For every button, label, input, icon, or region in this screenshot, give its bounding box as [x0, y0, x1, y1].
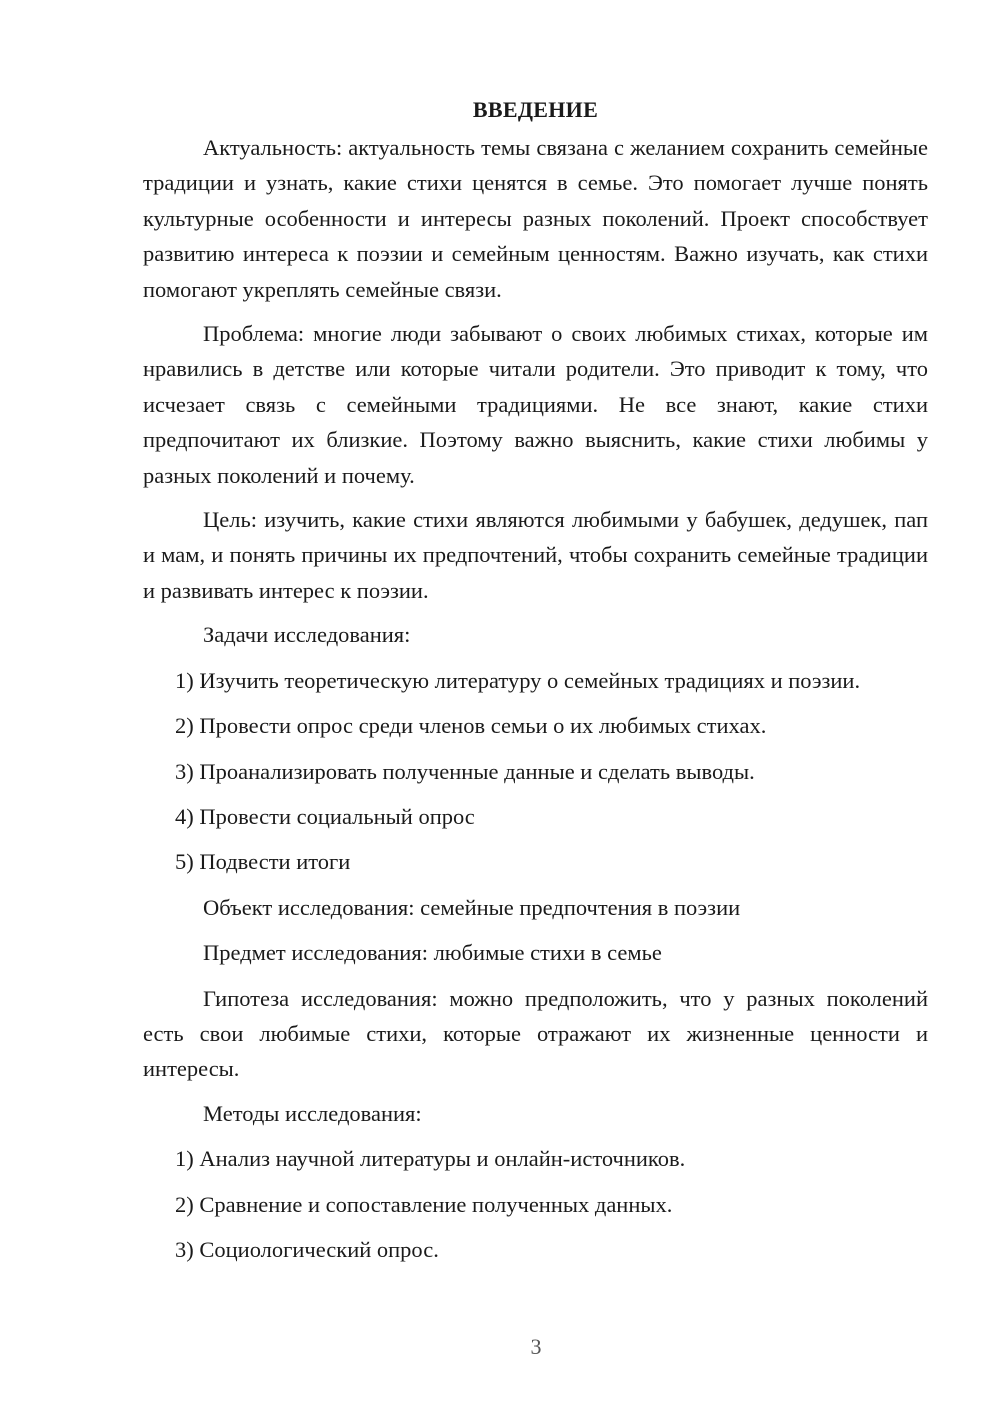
- hypothesis-paragraph: Гипотеза исследования: можно предположить, что у разных поколений есть свои любимые стихи, которые отражают их жизненные ценности и интересы.: [143, 985, 928, 1082]
- methods-list: [143, 1141, 928, 1267]
- list-item: 1) Изучить теоретическую литературу о семейных традициях и поэзии.: [175, 667, 861, 693]
- list-item: 3) Проанализировать полученные данные и сделать выводы.: [175, 758, 755, 784]
- page-content: [143, 92, 928, 1277]
- list-item: 5) Подвести итоги: [175, 849, 351, 875]
- page-title: ВВЕДЕНИЕ: [472, 97, 599, 122]
- list-item: 3) Социологический опрос.: [175, 1236, 439, 1262]
- tasks-label: Задачи исследования:: [203, 622, 411, 648]
- list-item: 2) Провести опрос среди членов семьи о их любимых стихах.: [175, 713, 767, 739]
- page-number: 3: [530, 1334, 542, 1359]
- goal-paragraph: Цель: изучить, какие стихи являются любимыми у бабушек, дедушек, пап и мам, и понять причины их предпочтений, чтобы сохранить семейные традиции и развивать интерес к поэзии.: [143, 507, 928, 603]
- research-object: Объект исследования: семейные предпочтения в поэзии: [203, 894, 741, 920]
- tasks-list: [143, 663, 928, 880]
- methods-label: Методы исследования:: [203, 1100, 422, 1126]
- relevance-paragraph: Актуальность: актуальность темы связана с желанием сохранить семейные традиции и узнать, какие стихи ценятся в семье. Это помогает лучше понять культурные особенности и интересы разных поколений. Проект способствует развитию интереса к поэзии и семейным ценностям. Важно изучать, как стихи помогают укреплять семейные связи.: [143, 135, 928, 302]
- research-subject: Предмет исследования: любимые стихи в семье: [203, 940, 662, 966]
- problem-paragraph: Проблема: многие люди забывают о своих любимых стихах, которые им нравились в детстве или которые читали родители. Это приводит к тому, что исчезает связь с семейными традициями. Не все знают, какие стихи предпочитают их близкие. Поэтому важно выяснить, какие стихи любимы у разных поколений и почему.: [143, 321, 928, 488]
- list-item: 4) Провести социальный опрос: [175, 803, 475, 829]
- list-item: 1) Анализ научной литературы и онлайн-источников.: [175, 1146, 686, 1172]
- list-item: 2) Сравнение и сопоставление полученных данных.: [175, 1191, 673, 1217]
